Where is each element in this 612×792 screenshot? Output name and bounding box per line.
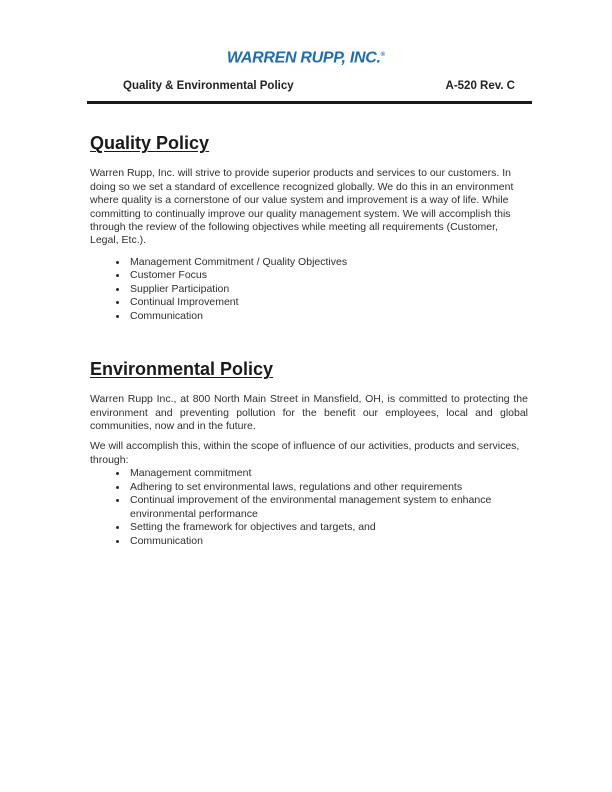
environmental-policy-section (90, 359, 528, 548)
header-divider (87, 101, 532, 104)
quality-policy-section (90, 133, 528, 323)
document-number: A-520 Rev. C (445, 80, 515, 93)
environmental-policy-paragraph-2: We will accomplish this, within the scope of influence of our activities, products and services, through: (90, 440, 520, 466)
list-item: • Management Commitment / Quality Objectives (128, 256, 528, 270)
document-title: Quality & Environmental Policy (123, 80, 294, 93)
list-item: • Setting the framework for objectives and targets, and (128, 521, 528, 535)
list-item: • Continual Improvement (128, 296, 528, 310)
environmental-policy-paragraph-1: Warren Rupp Inc., at 800 North Main Street in Mansfield, OH, is committed to protecting the environment and preventing pollution for the benefit our employees, local and global communities, now and in the future. (90, 393, 528, 433)
quality-policy-paragraph: Warren Rupp, Inc. will strive to provide superior products and services to our customers. In doing so we set a standard of excellence recognized globally. We do this in an environment where quality is a cornerstone of our value system and improvement is a way of life. While committing to continually improve our quality management system. We will accomplish this through the review of the following objectives while meeting all requirements (Customer, Legal, Etc.). (90, 167, 514, 247)
registered-trademark-icon: ® (380, 52, 386, 58)
logo-text: WARREN RUPP, INC. (226, 49, 381, 67)
environmental-policy-list (90, 467, 528, 548)
document-header (123, 80, 515, 92)
list-item: • Management commitment (128, 467, 528, 481)
quality-policy-heading: Quality Policy (90, 133, 210, 154)
list-item: • Continual improvement of the environmental management system to enhance environmental performance (128, 494, 528, 521)
list-item: • Communication (128, 310, 528, 324)
list-item: • Communication (128, 535, 528, 549)
document-body (90, 133, 528, 548)
list-item: • Supplier Participation (128, 283, 528, 297)
quality-policy-list (90, 256, 528, 324)
company-logo (0, 0, 612, 66)
list-item: • Adhering to set environmental laws, regulations and other requirements (128, 481, 528, 495)
list-item: • Customer Focus (128, 269, 528, 283)
environmental-policy-heading: Environmental Policy (90, 359, 274, 380)
